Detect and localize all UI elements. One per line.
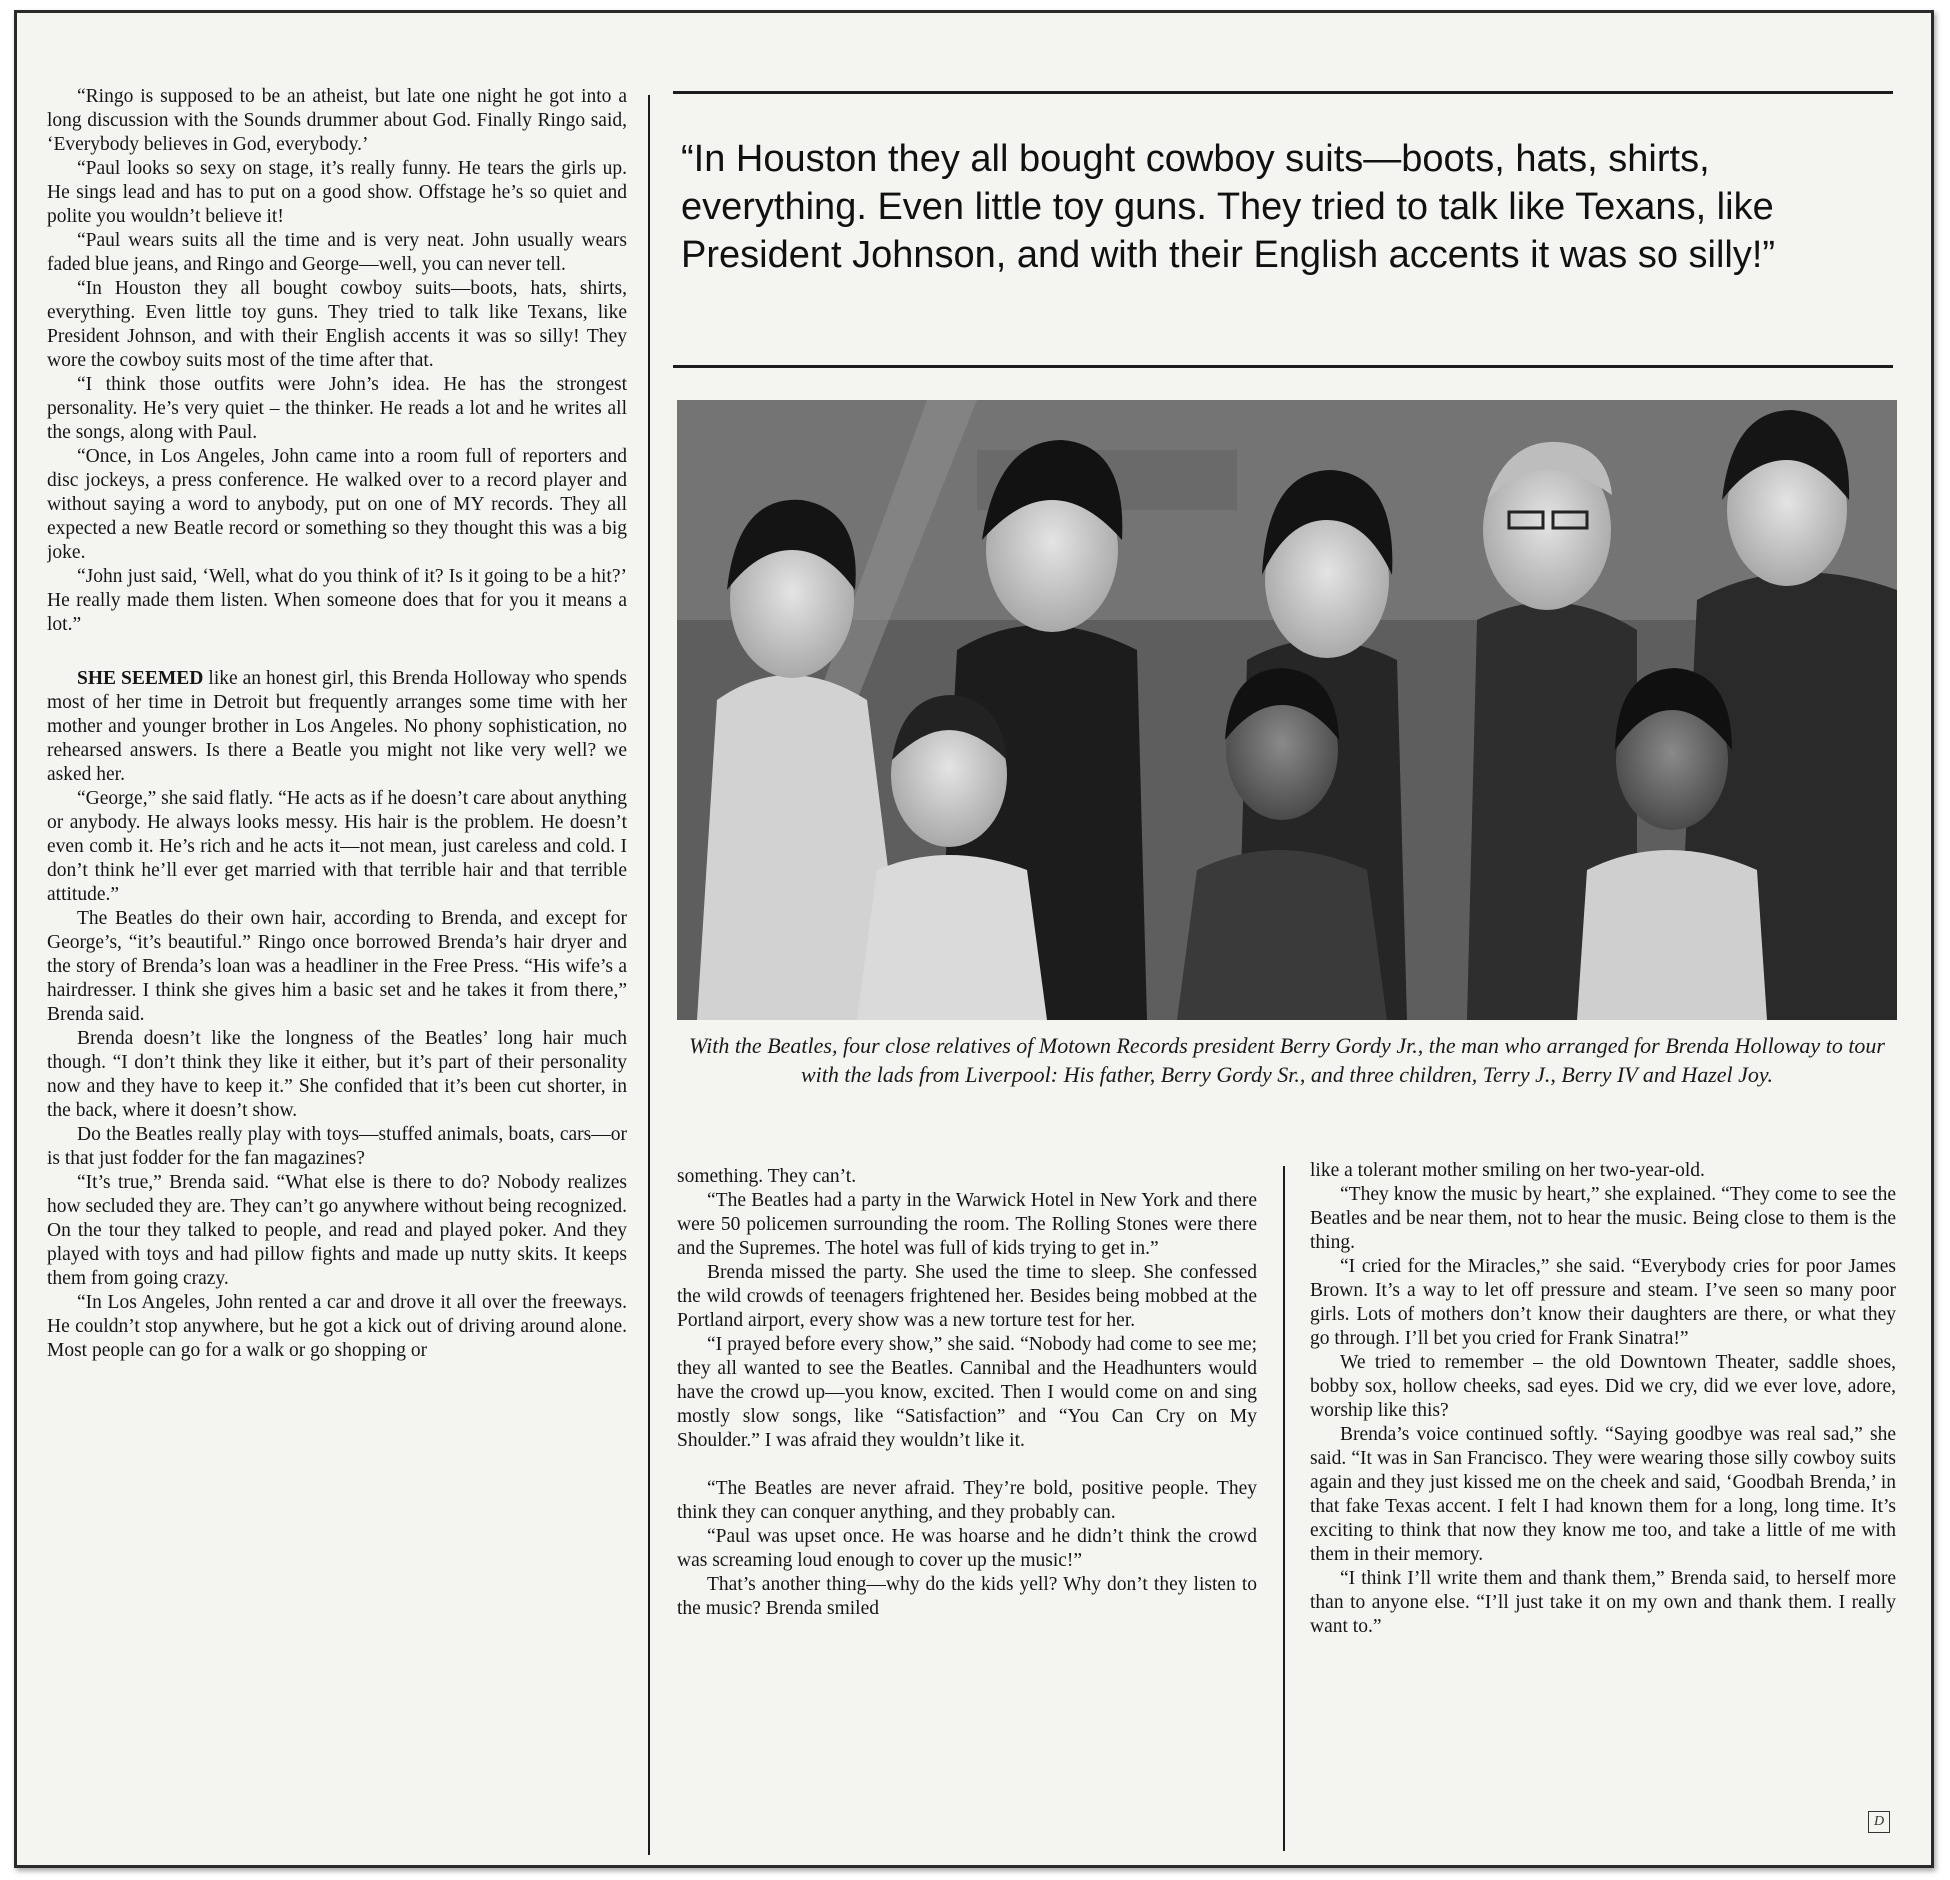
paragraph: “George,” she said flatly. “He acts as if he doesn’t care about anything or anybody. He always looks messy. His hair is the problem. He doesn’t even comb it. He’s rich and he acts it—not mean, just careless and cold. I don’t think he’ll ever get married with that terrible hair and that terrible attitude.”: [47, 788, 627, 905]
paragraph: “It’s true,” Brenda said. “What else is there to do? Nobody realizes how secluded they are. They can’t go anywhere without being recognized. On the tour they talked to people, and read and played poker. And they played with toys and had pillow fights and made up nutty skits. It keeps them from going crazy.: [47, 1172, 627, 1289]
magazine-page: [14, 10, 1934, 1868]
paragraph: “I think those outfits were John’s idea. He has the strongest personality. He’s very quiet – the thinker. He reads a lot and he writes all the songs, along with Paul.: [47, 374, 627, 443]
paragraph: “In Los Angeles, John rented a car and drove it all over the freeways. He couldn’t stop anywhere, but he got a kick out of driving around alone. Most people can go for a walk or go shopping or: [47, 1292, 627, 1361]
paragraph: We tried to remember – the old Downtown Theater, saddle shoes, bobby sox, hollow cheeks, sad eyes. Did we cry, did we ever love, adore, worship like this?: [1310, 1352, 1896, 1421]
right-article-column: [1310, 1159, 1896, 1849]
paragraph: “Paul wears suits all the time and is very neat. John usually wears faded blue jeans, and Ringo and George—well, you can never tell.: [47, 230, 627, 275]
section-lead-paragraph: [47, 667, 627, 787]
paragraph: “I cried for the Miracles,” she said. “Everybody cries for poor James Brown. It’s a way to let off pressure and steam. I’ve seen so many poor girls. Lots of mothers don’t know their daughters are there, or what they go through. I’ll bet you cried for Frank Sinatra!”: [1310, 1256, 1896, 1349]
pull-quote-top-rule: [673, 91, 1893, 94]
paragraph: “In Houston they all bought cowboy suits—boots, hats, shirts, everything. Even little toy guns. They tried to talk like Texans, like President Johnson, and with their English accents it was so silly! They wore the cowboy suits most of the time after that.: [47, 278, 627, 371]
paragraph: The Beatles do their own hair, according to Brenda, and except for George’s, “it’s beautiful.” Ringo once borrowed Brenda’s hair dryer and the story of Brenda’s loan was a headliner in the Free Press. “His wife’s a hairdresser. I think she gives him a basic set and he takes it from there,” Brenda said.: [47, 908, 627, 1025]
paragraph: “The Beatles had a party in the Warwick Hotel in New York and there were 50 policemen surrounding the room. The Rolling Stones were there and the Supremes. The hotel was full of kids trying to get in.”: [677, 1190, 1257, 1259]
paragraph: something. They can’t.: [677, 1166, 857, 1187]
paragraph-text: like an honest girl, this Brenda Holloway who spends most of her time in Detroit but frequently arranges some time with her mother and younger brother in Los Angeles. No phony sophistication, no rehearsed answers. Is there a Beatle you might not like very well? we asked her.: [47, 668, 627, 785]
pull-quote-bottom-rule: [673, 365, 1893, 368]
lead-in: SHE SEEMED: [77, 668, 204, 689]
paragraph: “Ringo is supposed to be an atheist, but late one night he got into a long discussion with the Sounds drummer about God. Finally Ringo said, ‘Everybody believes in God, everybody.’: [47, 86, 627, 155]
paragraph: “I prayed before every show,” she said. “Nobody had come to see me; they all wanted to see the Beatles. Cannibal and the Headhunters would have the crowd up—you know, excited. Then I would come on and sing mostly slow songs, like “Satisfaction” and “You Can Cry on My Shoulder.” I was afraid they wouldn’t like it.: [677, 1334, 1257, 1451]
pull-quote: “In Houston they all bought cowboy suits—boots, hats, shirts, everything. Even little toy guns. They tried to talk like Texans, like President Johnson, and with their English accents it was so silly!”: [681, 138, 1776, 276]
column-divider: [1283, 1166, 1285, 1851]
paragraph: “Paul looks so sexy on stage, it’s really funny. He tears the girls up. He sings lead and has to put on a good show. Offstage he’s so quiet and polite you wouldn’t believe it!: [47, 158, 627, 227]
photo-illustration: [677, 400, 1897, 1020]
paragraph: Do the Beatles really play with toys—stuffed animals, boats, cars—or is that just fodder for the fan magazines?: [47, 1124, 627, 1169]
paragraph: Brenda’s voice continued softly. “Saying goodbye was real sad,” she said. “It was in San Francisco. They were wearing those silly cowboy suits again and they just kissed me on the cheek and said, ‘Goodbah Brenda,’ in that fake Texas accent. I felt I had known them for a long, long time. It’s exciting to think that now they know me too, and take a little of me with them in their memory.: [1310, 1424, 1896, 1565]
paragraph: “Paul was upset once. He was hoarse and he didn’t think the crowd was screaming loud enough to cover up the music!”: [677, 1526, 1257, 1571]
photo-caption: With the Beatles, four close relatives of Motown Records president Berry Gordy Jr., the man who arranged for Brenda Holloway to tour with the lads from Liverpool: His father, Berry Gordy Sr., and three children, Terry J., Berry IV and Hazel Joy.: [688, 1033, 1885, 1087]
paragraph: “The Beatles are never afraid. They’re bold, positive people. They think they can conquer anything, and they probably can.: [677, 1478, 1257, 1523]
column-divider: [648, 95, 650, 1855]
paragraph: like a tolerant mother smiling on her two-year-old.: [1310, 1160, 1705, 1181]
paragraph: That’s another thing—why do the kids yell? Why don’t they listen to the music? Brenda smiled: [677, 1574, 1257, 1619]
middle-article-column: [677, 1165, 1257, 1835]
paragraph: “They know the music by heart,” she explained. “They come to see the Beatles and be near them, not to hear the music. Being close to them is the thing.: [1310, 1184, 1896, 1253]
paragraph: “Once, in Los Angeles, John came into a room full of reporters and disc jockeys, a press conference. He walked over to a record player and without saying a word to anybody, put on one of MY records. They all expected a new Beatle record or something so they thought this was a big joke.: [47, 446, 627, 563]
publisher-logo-mark: D: [1868, 1811, 1890, 1833]
paragraph: Brenda missed the party. She used the time to sleep. She confessed the wild crowds of teenagers frightened her. Besides being mobbed at the Portland airport, every show was a new torture test for her.: [677, 1262, 1257, 1331]
group-photo: [677, 400, 1897, 1020]
paragraph: Brenda doesn’t like the longness of the Beatles’ long hair much though. “I don’t think they like it either, but it’s part of their personality now and they have to keep it.” She confided that it’s been cut shorter, in the back, where it doesn’t show.: [47, 1028, 627, 1121]
paragraph: “I think I’ll write them and thank them,” Brenda said, to herself more than to anyone else. “I’ll just take it on my own and thank them. I really want to.”: [1310, 1568, 1896, 1637]
paragraph: “John just said, ‘Well, what do you think of it? Is it going to be a hit?’ He really made them listen. When someone does that for you it means a lot.”: [47, 566, 627, 635]
left-article-column: [47, 85, 627, 1855]
